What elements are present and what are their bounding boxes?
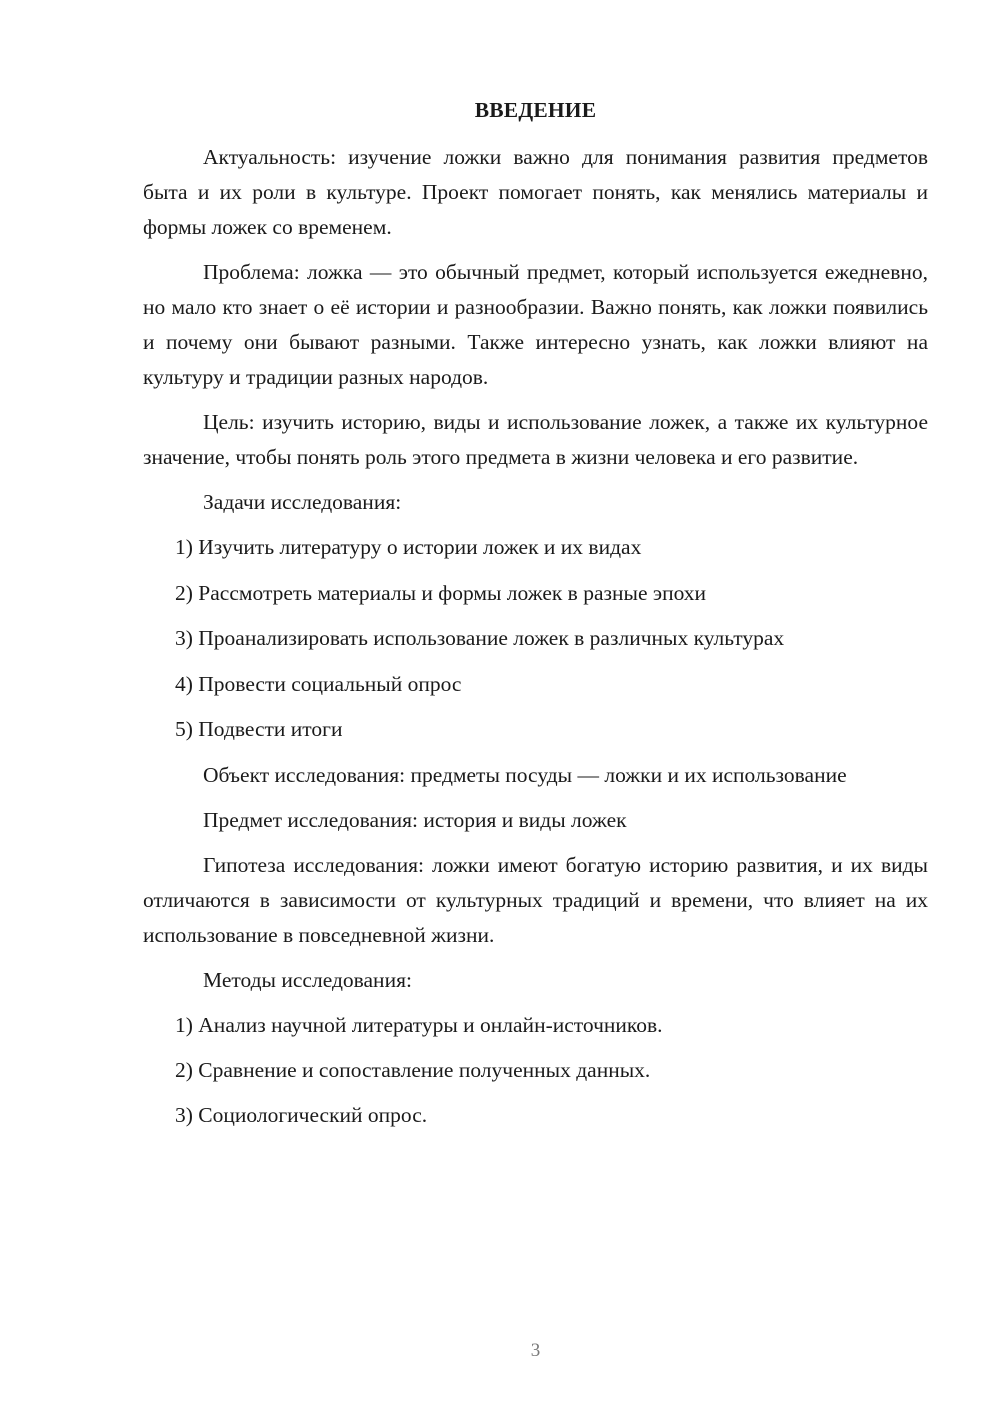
list-item: 2) Рассмотреть материалы и формы ложек в разные эпохи [175, 580, 707, 605]
list-item: 5) Подвести итоги [175, 717, 343, 741]
page-content [143, 93, 928, 1143]
subject-paragraph: Предмет исследования: история и виды ложек [203, 807, 627, 832]
methods-heading: Методы исследования: [203, 967, 412, 992]
goal-paragraph: Цель: изучить историю, виды и использование ложек, а также их культурное значение, чтобы понять роль этого предмета в жизни человека и его развитие. [143, 410, 928, 469]
tasks-list [143, 530, 928, 747]
object-paragraph: Объект исследования: предметы посуды — ложки и их использование [203, 762, 847, 787]
section-title: ВВЕДЕНИЕ [474, 98, 597, 122]
page-number: 3 [530, 1340, 541, 1361]
methods-list [143, 1008, 928, 1133]
problem-paragraph: Проблема: ложка — это обычный предмет, который используется ежедневно, но мало кто знает о её истории и разнообразии. Важно понять, как ложки появились и почему они бывают разными. Также интересно узнать, как ложки влияют на культуру и традиции разных народов. [143, 260, 928, 389]
hypothesis-paragraph: Гипотеза исследования: ложки имеют богатую историю развития, и их виды отличаются в зависимости от культурных традиций и времени, что влияет на их использование в повседневной жизни. [143, 852, 928, 947]
list-item: 4) Провести социальный опрос [175, 671, 462, 696]
list-item: 2) Сравнение и сопоставление полученных данных. [175, 1057, 651, 1082]
list-item: 3) Социологический опрос. [175, 1102, 428, 1127]
list-item: 1) Изучить литературу о истории ложек и их видах [175, 535, 642, 559]
tasks-heading: Задачи исследования: [203, 490, 402, 514]
list-item: 3) Проанализировать использование ложек в различных культурах [175, 626, 785, 650]
relevance-paragraph: Актуальность: изучение ложки важно для понимания развития предметов быта и их роли в культуре. Проект помогает понять, как менялись материалы и формы ложек со временем. [143, 145, 928, 239]
list-item: 1) Анализ научной литературы и онлайн-источников. [175, 1012, 663, 1037]
